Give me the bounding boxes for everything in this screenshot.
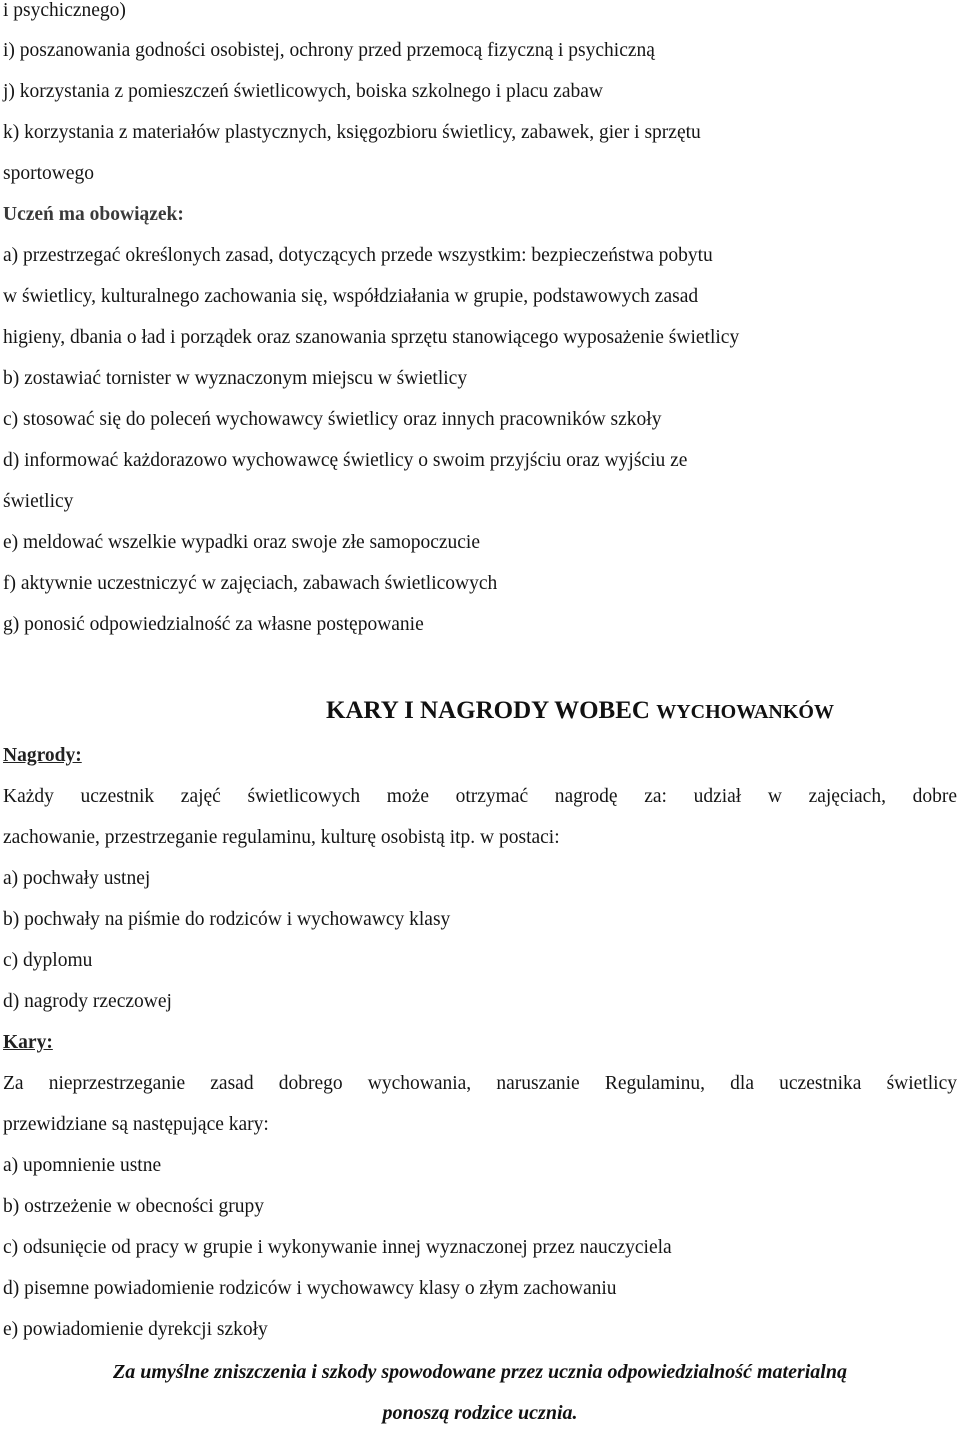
penalty-item: c) odsunięcie od pracy w grupie i wykonywanie innej wyznaczonej przez nauczyciela: [3, 1237, 672, 1258]
duty-line: w świetlicy, kulturalnego zachowania się, współdziałania w grupie, podstawowych zasad: [3, 286, 699, 307]
text-line: i psychicznego): [3, 0, 126, 21]
penalties-intro: Za nieprzestrzeganie zasad dobrego wychowania, naruszanie Regulaminu, dla uczestnika świetlicy: [3, 1073, 957, 1094]
section-title-small: WYCHOWANKÓW: [656, 701, 834, 723]
duty-line: e) meldować wszelkie wypadki oraz swoje złe samopoczucie: [3, 532, 481, 553]
reward-item: a) pochwały ustnej: [3, 868, 151, 889]
penalty-item: a) upomnienie ustne: [3, 1155, 162, 1176]
penalties-intro: przewidziane są następujące kary:: [3, 1114, 269, 1135]
section-title-main: KARY I NAGRODY WOBEC: [326, 697, 657, 724]
duty-line: świetlicy: [3, 491, 74, 512]
penalties-heading-row: [3, 1032, 957, 1054]
duty-line: c) stosować się do poleceń wychowawcy świetlicy oraz innych pracowników szkoły: [3, 409, 662, 430]
reward-item: b) pochwały na piśmie do rodziców i wychowawcy klasy: [3, 909, 451, 930]
reward-item: c) dyplomu: [3, 950, 93, 971]
text-line: i) poszanowania godności osobistej, ochrony przed przemocą fizyczną i psychiczną: [3, 40, 655, 61]
duty-line: b) zostawiać tornister w wyznaczonym miejscu w świetlicy: [3, 368, 468, 389]
duty-line: higieny, dbania o ład i porządek oraz szanowania sprzętu stanowiącego wyposażenie świetlicy: [3, 327, 740, 348]
penalties-heading: Kary:: [3, 1032, 53, 1053]
duty-line: d) informować każdorazowo wychowawcę świetlicy o swoim przyjściu oraz wyjściu ze: [3, 450, 688, 471]
rewards-intro: Każdy uczestnik zajęć świetlicowych może otrzymać nagrodę za: udział w zajęciach, dobre: [3, 786, 957, 807]
duty-line: f) aktywnie uczestniczyć w zajęciach, zabawach świetlicowych: [3, 573, 498, 594]
duty-line: g) ponosić odpowiedzialność za własne postępowanie: [3, 614, 424, 635]
rewards-intro: zachowanie, przestrzeganie regulaminu, kulturę osobistą itp. w postaci:: [3, 827, 560, 848]
penalty-item: b) ostrzeżenie w obecności grupy: [3, 1196, 264, 1217]
duty-line: a) przestrzegać określonych zasad, dotyczących przede wszystkim: bezpieczeństwa pobytu: [3, 245, 713, 266]
rewards-heading-row: [3, 745, 957, 767]
duties-heading: Uczeń ma obowiązek:: [3, 204, 184, 225]
rewards-heading: Nagrody:: [3, 745, 82, 766]
footer-note: ponoszą rodzice ucznia.: [382, 1402, 578, 1424]
penalty-item: e) powiadomienie dyrekcji szkoły: [3, 1319, 268, 1340]
section-title: [0, 696, 960, 727]
reward-item: d) nagrody rzeczowej: [3, 991, 172, 1012]
text-line: j) korzystania z pomieszczeń świetlicowych, boiska szkolnego i placu zabaw: [3, 81, 603, 102]
text-line: k) korzystania z materiałów plastycznych, księgozbioru świetlicy, zabawek, gier i sprzętu: [3, 122, 701, 143]
footer-note: Za umyślne zniszczenia i szkody spowodowane przez ucznia odpowiedzialność materialną: [113, 1361, 847, 1383]
penalty-item: d) pisemne powiadomienie rodziców i wychowawcy klasy o złym zachowaniu: [3, 1278, 617, 1299]
text-line: sportowego: [3, 163, 94, 184]
